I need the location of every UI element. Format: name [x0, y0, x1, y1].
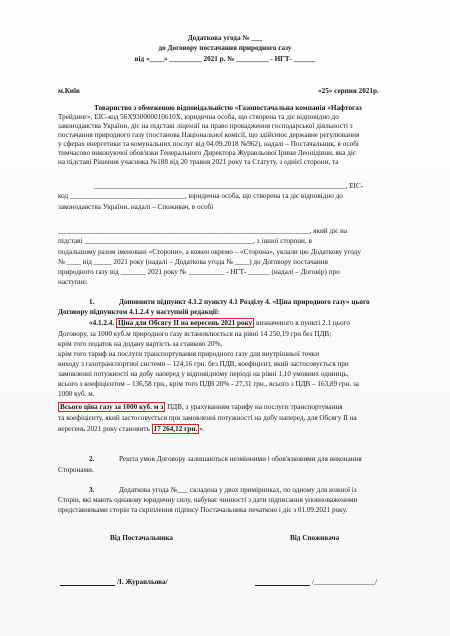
subclause-line	[89, 319, 350, 328]
consumer-name: /_________________/	[312, 578, 378, 586]
subclause-line: крім того тариф на послуги транспортування природного газу для внутрішньої точки	[58, 350, 320, 358]
preamble-line: тимчасово виконуючої обов'язки Генерального Директора Журавльової Ірини Леонідівни, яка діє	[58, 149, 356, 157]
consumer-signature-label: Від Споживача	[290, 534, 340, 542]
total-text: ПДВ, з урахуванням тарифу на послуги транспортування	[167, 403, 343, 411]
total-line	[58, 403, 343, 412]
preamble-line: постачання природного газу (постанова Національної комісії, що здійснює державне регулювання	[58, 131, 360, 139]
subclause-line: всього з коефіцієнтом – 136,58 грн., крім того ПДВ 20% - 27,31 грн., всього з ПДВ – 163,89 грн. за	[58, 380, 359, 388]
clause-text: Додаткова угода №___ складена у двох примірниках, по одному для кожної із	[119, 486, 357, 494]
clause-text: Договору підпунктом 4.1.2.4 у наступній редакції:	[58, 308, 220, 316]
clause-text: Решта умов Договору залишаються незмінними і обов'язковими для виконання	[119, 455, 362, 463]
party2-line: підставі _______________________________________________, з іншої сторони, в	[58, 237, 312, 245]
party2-line: законодавства України, надалі – Споживач, в особі	[58, 203, 214, 211]
preamble-line: Товариство з обмеженою відповідальністю «Газопостачальна компанія «Нафтогаз	[94, 104, 362, 112]
preamble-line: у сферах енергетики та комунальних послуг від 04.09.2018 №962), надалі – Постачальник, в особі	[58, 140, 359, 148]
supplier-name: /І. Журавльова/	[117, 578, 168, 586]
party2-line: подальшому разом іменовані «Сторони», а кожен окремо – «Сторона», уклали цю Додаткову угоду	[58, 248, 361, 256]
subclause-line: крім того податок на додану вартість за ставкою 20%,	[58, 340, 223, 348]
clause-number: 2.	[89, 455, 95, 463]
preamble-line: Трейдинг», EIC-код 56X930000010610X, юридична особа, що створена та діє відповідно до	[58, 113, 339, 121]
supplier-signature-label: Від Постачальника	[110, 534, 173, 542]
party2-line: код ________________________________, юридична особа, що створена та діє відповідно до	[58, 192, 343, 200]
doc-reference: від «____» _________ 2021 р. № _________ - НГТ- ______	[134, 55, 316, 63]
subclause-line: Договору, за 1000 куб.м природного газу встановлюється на рівні 14 250,19 грн без ПДВ;	[58, 330, 332, 338]
party2-line: № ____ від _____ 2021 року (надалі – Додаткова угода № ____) до Договору постачання	[58, 258, 328, 266]
clause-text: Сторін, які мають однакову юридичну силу, набуває чинності з дати підписання уповноваженими	[58, 496, 358, 504]
doc-subtitle: до Договору постачання природного газу	[158, 44, 292, 52]
clause-text: Сторонами.	[58, 466, 94, 474]
subclause-line: замовленні потужності на добу наперед у відповідному періоді на рівні 1,10 умовних одиниць,	[58, 370, 349, 378]
subclause-label: «4.1.2.4.	[89, 319, 115, 327]
date: «25» серпня 2021р.	[318, 87, 379, 95]
subclause-text: визначеного в пункті 2.1 цього	[256, 319, 350, 327]
total-price-highlight: Всього ціна газу за 1000 куб. м з	[60, 403, 164, 411]
total-line	[58, 425, 205, 434]
party2-line: наступне:	[58, 278, 88, 286]
preamble-line: законодавства України, діє на підставі ліцензії на право провадження господарської діяльності з	[58, 122, 353, 130]
party2-line: ______________________________________________________________________, який діє на	[58, 227, 348, 235]
clause-text: Доповнити підпункт 4.1.2 пункту 4.1 Розділу 4. «Ціна природного газу» цього	[119, 298, 370, 306]
party2-line: природного газу від _______ 2021 року № __________ - НГТ- ______ (надалі – Договір) про	[58, 268, 340, 276]
preamble-line: на підставі Рішення учасника №188 від 20 травня 2021 року та Статуту, з однієї сторони, та	[58, 158, 339, 166]
party2-line: ______________________________________________________________________, EIC-	[94, 182, 364, 190]
place: м.Київ	[58, 87, 80, 95]
price-period-highlight: Ціна для Обсягу II на вересень 2021 року	[117, 319, 253, 327]
total-text: вересень 2021 року становить	[58, 425, 150, 433]
consumer-signature-line	[255, 585, 310, 586]
clause-text: представниками сторін та скріплення підпису Постачальника печаткою і діє з 01.09.2021 року.	[58, 506, 348, 514]
total-end: ».	[199, 425, 205, 433]
supplier-signature-line	[60, 585, 115, 586]
total-line: та коефіцієнту, який застосовується при замовленні потужності на добу наперед, для Обсягу ІІ на	[58, 414, 357, 422]
clause-number: 3.	[89, 486, 95, 494]
subclause-line: 1000 куб. м.	[58, 390, 95, 398]
total-amount-highlight: 17 264,12 грн.	[153, 425, 198, 433]
subclause-line: виходу з газотранспортної системи – 124,16 грн. без ПДВ, коефіцієнт, який застосовується при	[58, 360, 349, 368]
clause-number: 1.	[89, 298, 95, 306]
doc-title: Додаткова угода № ___	[187, 34, 263, 42]
